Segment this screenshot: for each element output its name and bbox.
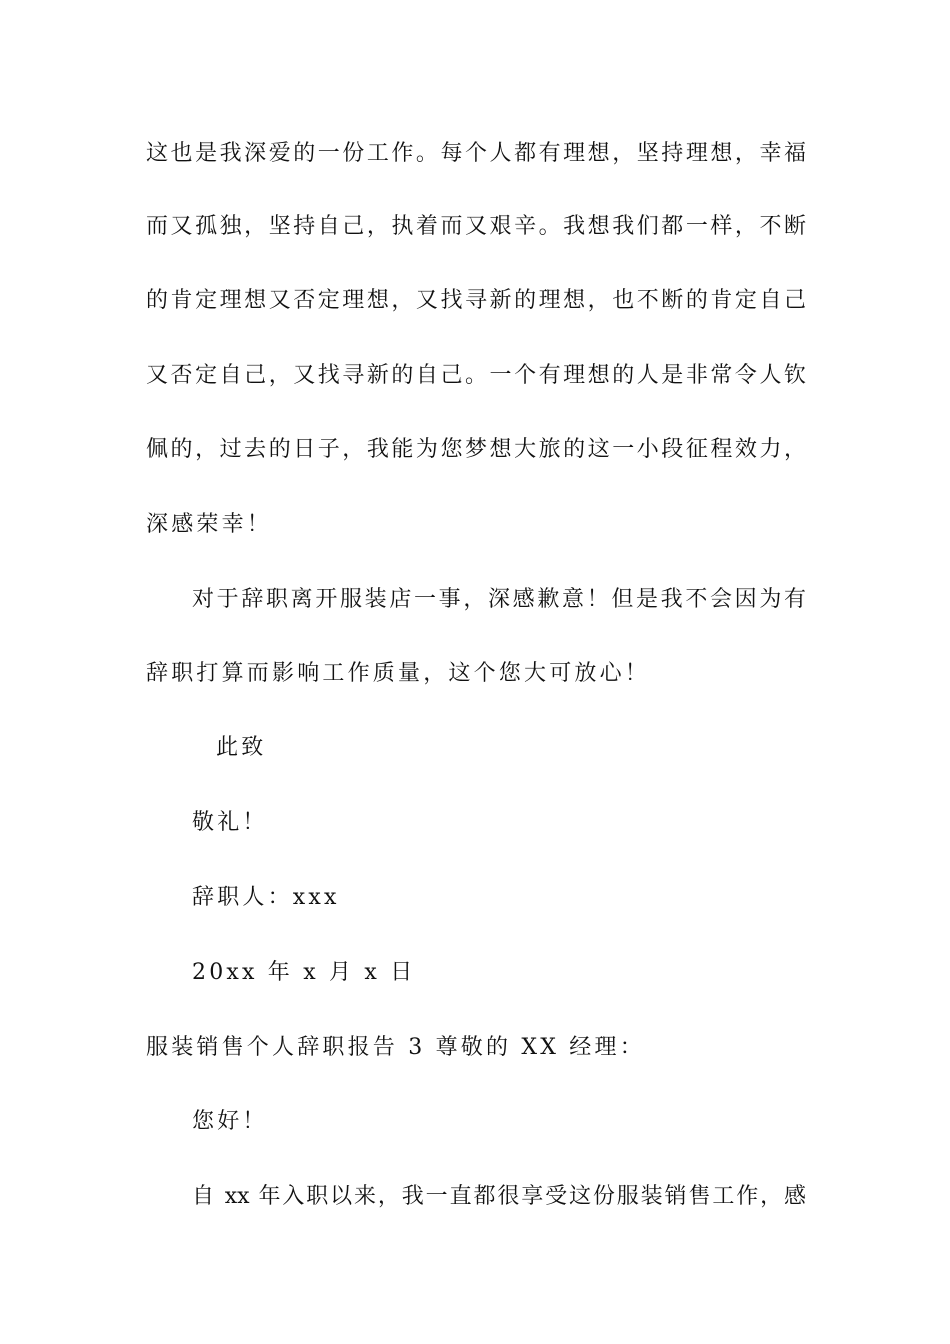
paragraph-line: 对于辞职离开服装店一事，深感歉意！但是我不会因为有 — [192, 587, 806, 612]
paragraph-line: 深感荣幸！ — [146, 512, 273, 537]
paragraph-line: 这也是我深爱的一份工作。每个人都有理想，坚持理想，幸福 — [146, 141, 806, 166]
closing-regards: 敬礼！ — [192, 810, 268, 835]
closing-salutation: 此致 — [216, 735, 267, 760]
paragraph-line: 的肯定理想又否定理想，又找寻新的理想，也不断的肯定自己 — [146, 288, 806, 313]
paragraph-line: 佩的，过去的日子，我能为您梦想大旅的这一小段征程效力， — [146, 437, 806, 462]
greeting-line: 您好！ — [192, 1109, 268, 1134]
paragraph-line: 辞职打算而影响工作质量，这个您大可放心！ — [146, 661, 651, 686]
section-heading: 服装销售个人辞职报告 3 尊敬的 XX 经理： — [146, 1035, 645, 1060]
paragraph-line: 自 xx 年入职以来，我一直都很享受这份服装销售工作，感 — [192, 1184, 806, 1209]
signature-line: 辞职人：xxx — [192, 885, 340, 910]
paragraph-line: 而又孤独，坚持自己，执着而又艰辛。我想我们都一样，不断 — [146, 214, 806, 239]
date-line: 20xx 年 x 月 x 日 — [192, 960, 416, 985]
paragraph-line: 又否定自己，又找寻新的自己。一个有理想的人是非常令人钦 — [146, 363, 806, 388]
